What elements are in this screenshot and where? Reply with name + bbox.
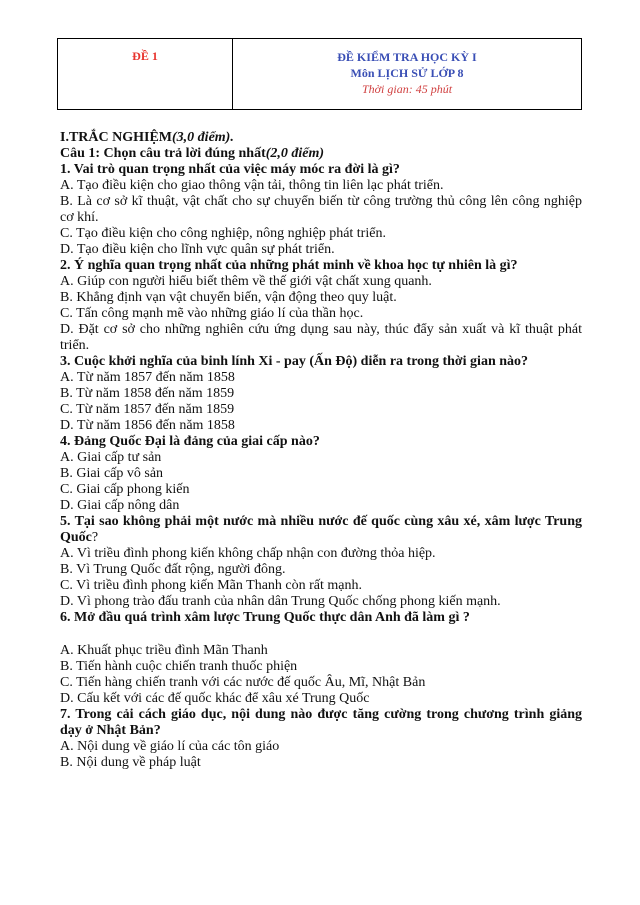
exam-info-cell — [233, 39, 581, 109]
question-2-option-d: D. Đặt cơ sở cho những nghiên cứu ứng dụng sau này, thúc đẩy sản xuất và kĩ thuật phát triển. — [60, 322, 582, 353]
question-1-option-c: C. Tạo điều kiện cho công nghiệp, nông nghiệp phát triển. — [60, 226, 386, 241]
question-2-option-c: C. Tấn công mạnh mẽ vào những giáo lí của thần học. — [60, 306, 364, 321]
question-7-option-a: A. Nội dung về giáo lí của các tôn giáo — [60, 739, 280, 754]
question-4-text: 4. Đảng Quốc Đại là đảng của giai cấp nào? — [60, 434, 320, 449]
question-6-option-d: D. Cấu kết với các đế quốc khác để xâu xé Trung Quốc — [60, 691, 370, 706]
question-5-option-d: D. Vì phong trào đấu tranh của nhân dân Trung Quốc chống phong kiến mạnh. — [60, 594, 501, 609]
exam-code-cell — [58, 39, 233, 109]
question-6-option-a: A. Khuất phục triều đình Mãn Thanh — [60, 643, 268, 658]
question-intro-label: Câu 1: Chọn câu trả lời đúng nhất — [60, 146, 266, 161]
question-3-option-a: A. Từ năm 1857 đến năm 1858 — [60, 370, 235, 385]
section-title: I.TRẮC NGHIỆM — [60, 130, 173, 145]
question-1-option-d: D. Tạo điều kiện cho lĩnh vực quân sự phát triển. — [60, 242, 335, 257]
question-intro — [60, 146, 582, 162]
blank-line — [60, 626, 582, 643]
question-intro-points: (2,0 điểm) — [265, 146, 325, 161]
question-5-option-a: A. Vì triều đình phong kiến không chấp nhận con đường thỏa hiệp. — [60, 546, 436, 561]
question-5-option-b: B. Vì Trung Quốc đất rộng, người đông. — [60, 562, 286, 577]
question-3-option-b: B. Từ năm 1858 đến năm 1859 — [60, 386, 235, 401]
question-5-option-c: C. Vì triều đình phong kiến Mãn Thanh còn rất mạnh. — [60, 578, 362, 593]
exam-code: ĐỀ 1 — [132, 49, 158, 63]
question-4-option-c: C. Giai cấp phong kiến — [60, 482, 190, 497]
question-5-heading — [60, 514, 582, 546]
question-4-option-d: D. Giai cấp nông dân — [60, 498, 180, 513]
question-2-text: 2. Ý nghĩa quan trọng nhất của những phát minh về khoa học tự nhiên là gì? — [60, 258, 518, 273]
section-heading — [60, 130, 582, 146]
exam-subject: Môn LỊCH SỬ LỚP 8 — [350, 66, 464, 80]
question-5-text-tail: ? — [91, 530, 99, 545]
question-1-option-a: A. Tạo điều kiện cho giao thông vận tải, thông tin liên lạc phát triển. — [60, 178, 444, 193]
question-6-option-b: B. Tiến hành cuộc chiến tranh thuốc phiện — [60, 659, 298, 674]
question-7-text: 7. Trong cải cách giáo dục, nội dung nào được tăng cường trong chương trình giảng dạy ở Nhật Bản? — [60, 707, 582, 738]
question-5-text: 5. Tại sao không phải một nước mà nhiều nước đế quốc cùng xâu xé, xâm lược Trung Quốc — [60, 514, 582, 545]
question-4-option-a: A. Giai cấp tư sản — [60, 450, 162, 465]
question-6-option-c: C. Tiến hàng chiến tranh với các nước đế quốc Âu, Mĩ, Nhật Bản — [60, 675, 426, 690]
exam-content — [60, 130, 582, 771]
exam-header-table — [57, 38, 582, 110]
question-6-text: 6. Mở đầu quá trình xâm lược Trung Quốc thực dân Anh đã làm gì ? — [60, 610, 470, 625]
exam-title: ĐỀ KIỂM TRA HỌC KỲ I — [337, 50, 477, 64]
question-1-text: 1. Vai trò quan trọng nhất của việc máy móc ra đời là gì? — [60, 162, 400, 177]
question-3-option-d: D. Từ năm 1856 đến năm 1858 — [60, 418, 235, 433]
question-1-option-b: B. Là cơ sở kĩ thuật, vật chất cho sự chuyển biến từ công trường thủ công lên công nghiệp cơ khí. — [60, 194, 582, 225]
question-4-option-b: B. Giai cấp vô sản — [60, 466, 164, 481]
question-2-option-b: B. Khẳng định vạn vật chuyển biến, vận động theo quy luật. — [60, 290, 397, 305]
question-3-text: 3. Cuộc khởi nghĩa của binh lính Xi - pay (Ấn Độ) diễn ra trong thời gian nào? — [60, 354, 529, 369]
exam-time: Thời gian: 45 phút — [361, 82, 453, 96]
question-7-option-b: B. Nội dung về pháp luật — [60, 755, 201, 770]
question-3-option-c: C. Từ năm 1857 đến năm 1859 — [60, 402, 235, 417]
question-2-option-a: A. Giúp con người hiểu biết thêm về thế giới vật chất xung quanh. — [60, 274, 432, 289]
section-points: (3,0 điểm). — [172, 130, 234, 145]
